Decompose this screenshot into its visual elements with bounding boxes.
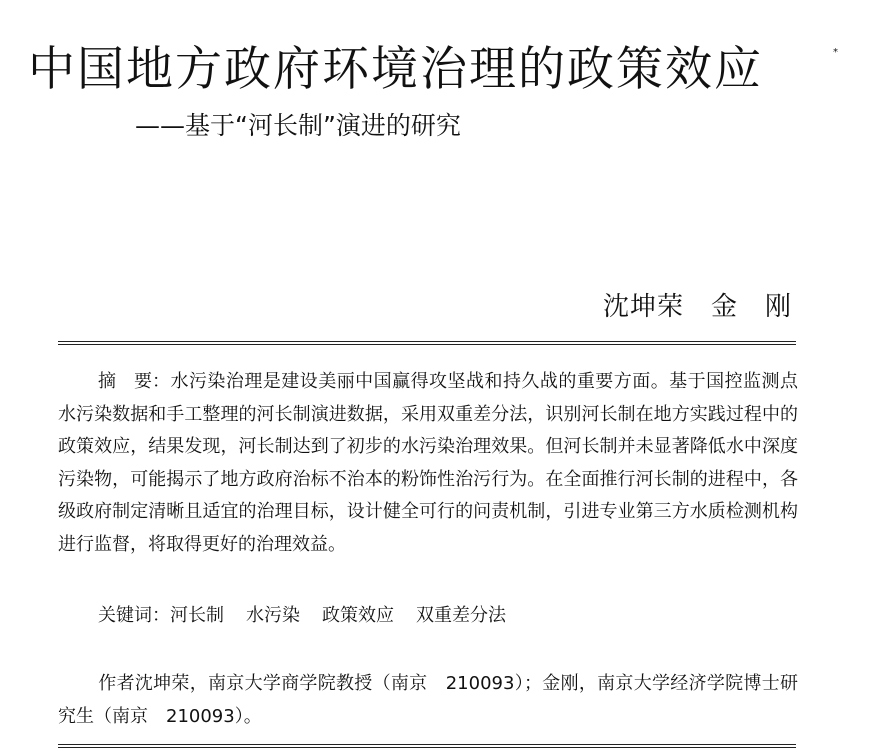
keyword-item: 水污染 bbox=[246, 605, 300, 626]
bottom-double-rule bbox=[58, 744, 796, 748]
abstract-label: 摘 要： bbox=[98, 371, 170, 392]
author-affiliation-note bbox=[58, 667, 798, 733]
abstract-text: 水污染治理是建设美丽中国赢得攻坚战和持久战的重要方面。基于国控监测点水污染数据和手工整理的河长制演进数据，采用双重差分法，识别河长制在地方实践过程中的政策效应，结果发现，河长制达到了初步的水污染治理效果。但河长制并未显著降低水中深度污染物，可能揭示了地方政府治标不治本的粉饰性治污行为。在全面推行河长制的进程中，各级政府制定清晰且适宜的治理目标，设计健全可行的问责机制，引进专业第三方水质检测机构进行监督，将取得更好的治理效益。 bbox=[58, 371, 798, 555]
abstract-block bbox=[58, 366, 798, 561]
keyword-item: 河长制 bbox=[170, 605, 224, 626]
author-affiliation-text: 作者沈坤荣，南京大学商学院教授（南京 210093）；金刚，南京大学经济学院博士研究生（南京 210093）。 bbox=[58, 673, 798, 727]
keywords-line bbox=[98, 601, 528, 631]
keyword-item: 双重差分法 bbox=[416, 605, 506, 626]
keyword-item: 政策效应 bbox=[322, 605, 394, 626]
author-names: 沈坤荣 金 刚 bbox=[602, 292, 792, 322]
paper-subtitle: ——基于“河长制”演进的研究 bbox=[135, 111, 461, 140]
top-double-rule bbox=[58, 341, 796, 345]
title-footnote-mark: * bbox=[833, 47, 838, 58]
keywords-label: 关键词： bbox=[98, 605, 170, 626]
paper-title: 中国地方政府环境治理的政策效应 bbox=[28, 42, 763, 97]
